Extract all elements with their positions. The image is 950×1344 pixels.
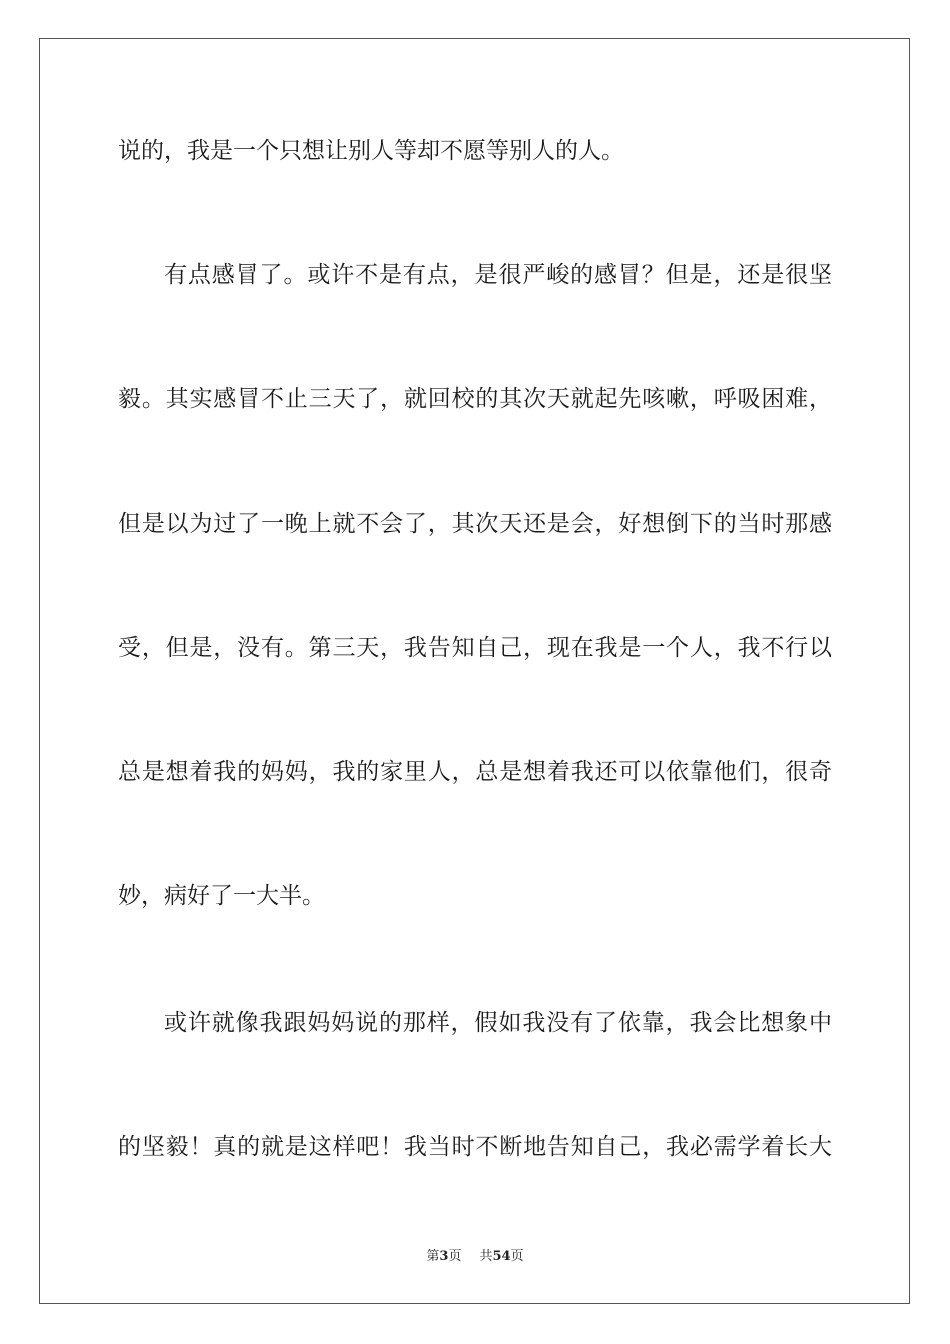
page-prefix: 第 — [426, 1249, 440, 1264]
text-line: 毅。其实感冒不止三天了，就回校的其次天就起先咳嗽，呼吸困难， — [118, 386, 832, 412]
text-line: 受，但是，没有。第三天，我告知自己，现在我是一个人，我不行以 — [118, 635, 832, 661]
total-pages: 54 — [492, 1249, 511, 1264]
page-number: 3 — [439, 1249, 449, 1264]
total-prefix: 共 — [479, 1249, 493, 1264]
text-line: 妙，病好了一大半。 — [118, 883, 325, 909]
text-line: 或许就像我跟妈妈说的那样，假如我没有了依靠，我会比想象中 — [164, 1010, 832, 1036]
text-line: 总是想着我的妈妈，我的家里人，总是想着我还可以依靠他们，很奇 — [118, 759, 832, 785]
text-line: 有点感冒了。或许不是有点，是很严峻的感冒？但是，还是很坚 — [164, 262, 832, 288]
text-line: 但是以为过了一晚上就不会了，其次天还是会，好想倒下的当时那感 — [118, 511, 832, 537]
page-border — [39, 38, 910, 1304]
total-suffix: 页 — [510, 1249, 524, 1264]
text-line: 说的，我是一个只想让别人等却不愿等别人的人。 — [118, 138, 624, 164]
page-footer — [0, 1248, 950, 1266]
text-line: 的坚毅！真的就是这样吧！我当时不断地告知自己，我必需学着长大 — [118, 1134, 832, 1160]
page-suffix: 页 — [448, 1249, 462, 1264]
